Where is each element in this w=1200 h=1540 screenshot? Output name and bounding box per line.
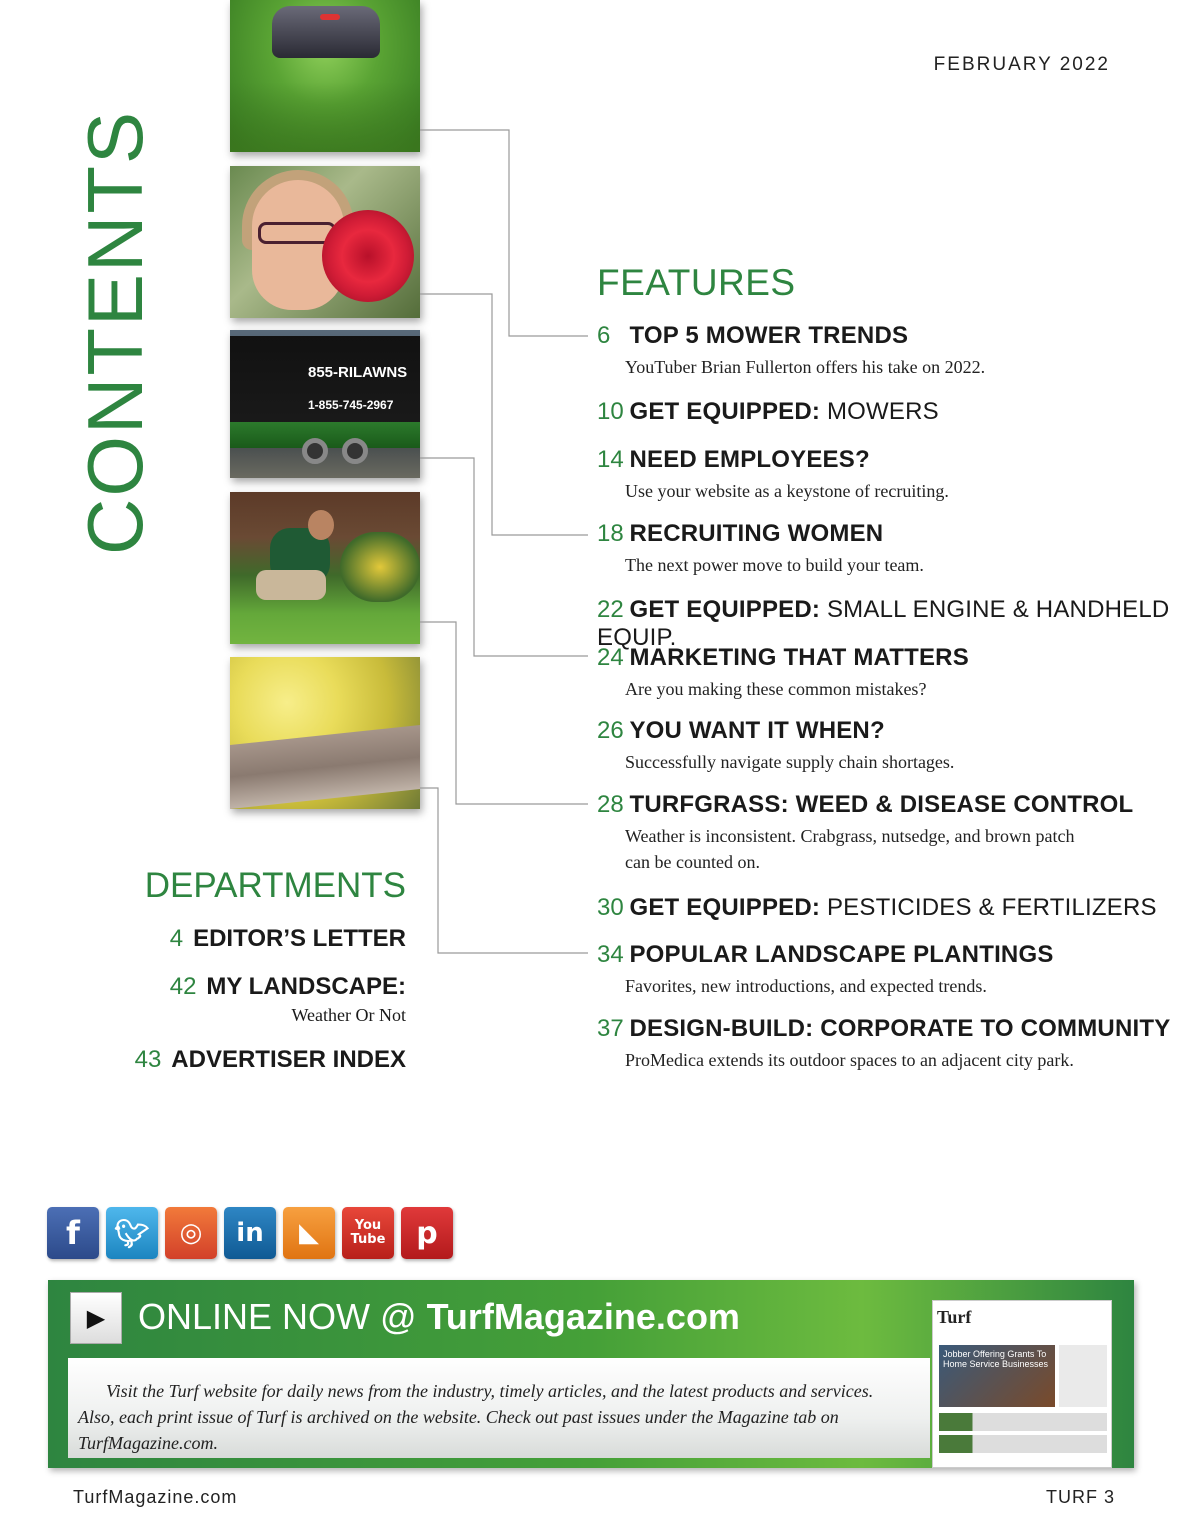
department-item[interactable]: [170, 973, 406, 1026]
facebook-icon[interactable]: f: [47, 1207, 99, 1259]
feature-title: GET EQUIPPED:: [629, 894, 821, 921]
feature-title: YOU WANT IT WHEN?: [629, 717, 885, 744]
page-number: 6: [597, 322, 611, 349]
page-number: 4: [169, 925, 184, 952]
feature-title: GET EQUIPPED:: [629, 596, 821, 623]
feature-item[interactable]: [597, 644, 969, 702]
feature-description: ProMedica extends its outdoor spaces to an adjacent city park.: [625, 1050, 1074, 1070]
department-item[interactable]: [135, 1046, 406, 1074]
feature-item[interactable]: [597, 1015, 1170, 1073]
feature-item[interactable]: [597, 398, 939, 426]
department-item[interactable]: [170, 925, 406, 953]
youtube-icon[interactable]: You Tube: [342, 1207, 394, 1259]
trailer-phone-text: 855-RILAWNS: [308, 364, 408, 381]
thumbnail-headline: Jobber Offering Grants To Home Service Businesses: [943, 1349, 1049, 1369]
contents-vertical-title: CONTENTS: [71, 110, 159, 555]
rss-icon[interactable]: ◣: [283, 1207, 335, 1259]
feature-description-line: Weather is inconsistent. Crabgrass, nutsedge, and brown patch: [625, 826, 1075, 846]
feature-description: Favorites, new introductions, and expected trends.: [625, 976, 987, 996]
page-number: 26: [597, 717, 624, 744]
feature-description: The next power move to build your team.: [625, 555, 924, 575]
trailer-number-text: 1-855-745-2967: [308, 398, 394, 412]
website-screenshot-thumbnail[interactable]: [932, 1300, 1112, 1468]
feature-title: MARKETING THAT MATTERS: [629, 644, 969, 671]
site-link[interactable]: TurfMagazine.com: [426, 1296, 740, 1337]
page-number: 42: [169, 973, 197, 1000]
footer-publication: TURF: [1046, 1487, 1098, 1507]
page-number: 43: [134, 1046, 162, 1073]
departments-heading: DEPARTMENTS: [144, 866, 406, 905]
page-number: 37: [597, 1015, 624, 1042]
feature-title: TOP 5 MOWER TRENDS: [629, 322, 909, 349]
issue-date: FEBRUARY 2022: [933, 54, 1110, 75]
feature-title: TURFGRASS: WEED & DISEASE CONTROL: [629, 791, 1134, 818]
pinterest-icon[interactable]: p: [401, 1207, 453, 1259]
feature-item[interactable]: [597, 717, 954, 775]
online-now-headline[interactable]: ONLINE NOW @ TurfMagazine.com: [138, 1296, 740, 1337]
linkedin-icon[interactable]: in: [224, 1207, 276, 1259]
page-number: 18: [597, 520, 624, 547]
feature-description: Are you making these common mistakes?: [625, 679, 927, 699]
department-description: Weather Or Not: [291, 1005, 406, 1025]
feature-description: Successfully navigate supply chain shortages.: [625, 752, 955, 772]
social-icons: [47, 1207, 453, 1259]
feature-description: Use your website as a keystone of recruiting.: [625, 481, 949, 501]
feature-item[interactable]: [597, 322, 985, 380]
feature-subtitle: MOWERS: [826, 398, 939, 425]
page-number: 34: [597, 941, 624, 968]
feature-subtitle: PESTICIDES & FERTILIZERS: [826, 894, 1157, 921]
feature-subtitle: SMALL ENGINE & HANDHELD EQUIP.: [597, 596, 1170, 651]
page-number: 28: [597, 791, 624, 818]
feature-item[interactable]: [597, 520, 924, 578]
page-number: 10: [597, 398, 624, 425]
turf-logo: Turf: [937, 1307, 972, 1327]
features-heading: FEATURES: [597, 262, 796, 303]
twitter-icon[interactable]: 🐦︎: [106, 1207, 158, 1259]
department-title: MY LANDSCAPE:: [206, 973, 406, 1000]
feature-item[interactable]: [597, 941, 1054, 999]
page-number: 14: [597, 446, 624, 473]
page-number: 30: [597, 894, 624, 921]
feature-item[interactable]: [597, 446, 949, 504]
feature-title: RECRUITING WOMEN: [629, 520, 884, 547]
page-number: 24: [597, 644, 624, 671]
online-now-banner: [48, 1280, 1134, 1468]
department-title: ADVERTISER INDEX: [171, 1046, 406, 1073]
feature-item[interactable]: [597, 894, 1157, 922]
page-number-footer: 3: [1104, 1487, 1115, 1507]
feature-title: POPULAR LANDSCAPE PLANTINGS: [629, 941, 1054, 968]
feature-title: DESIGN-BUILD: CORPORATE TO COMMUNITY: [629, 1015, 1171, 1042]
feature-title: NEED EMPLOYEES?: [629, 446, 870, 473]
play-icon[interactable]: ▶: [70, 1292, 122, 1344]
online-now-text: Visit the Turf website for daily news from the industry, timely articles, and the latest products and services. Also, each print issue of Turf is archived on the website. Check out past issues under the Magazine tab on TurfMagazine.com.: [68, 1358, 930, 1458]
footer-url[interactable]: TurfMagazine.com: [73, 1487, 238, 1507]
feature-description: [625, 823, 1133, 875]
feature-item[interactable]: [597, 791, 1133, 875]
instagram-icon[interactable]: ◎: [165, 1207, 217, 1259]
page-number: 22: [597, 596, 624, 623]
department-title: EDITOR’S LETTER: [193, 925, 406, 952]
feature-title: GET EQUIPPED:: [629, 398, 821, 425]
feature-description-line: can be counted on.: [625, 852, 760, 872]
feature-description: YouTuber Brian Fullerton offers his take on 2022.: [625, 357, 986, 377]
